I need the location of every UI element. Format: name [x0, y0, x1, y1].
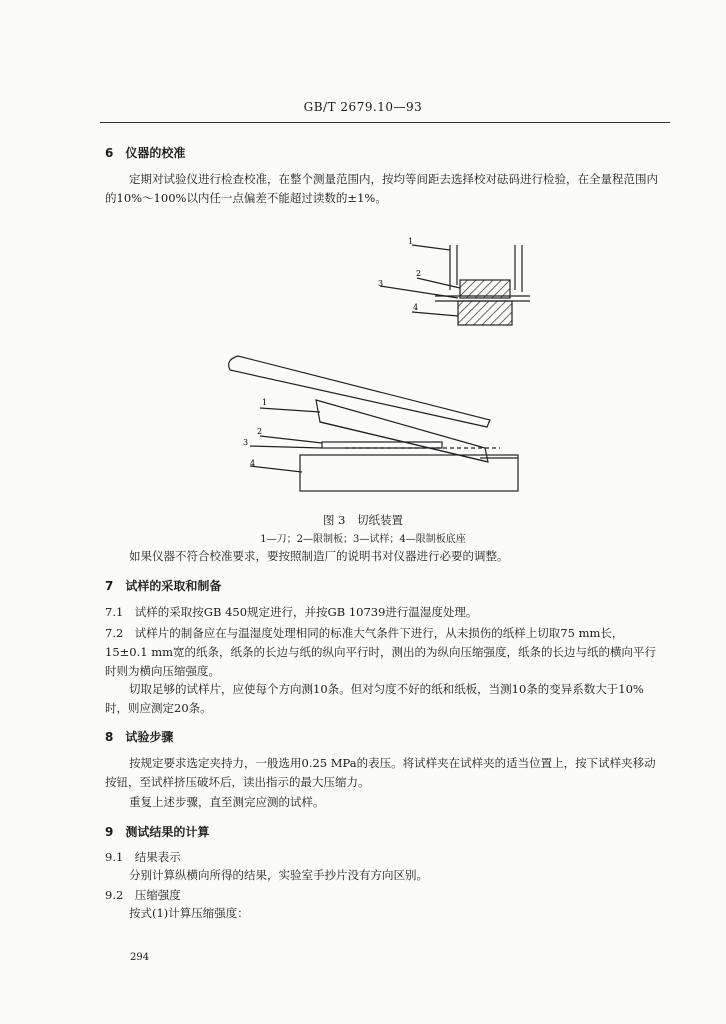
section-9-2-paragraph: 按式(1)计算压缩强度：	[129, 906, 249, 920]
top-label-3: 3	[378, 279, 384, 288]
figure-legend: 1—刀；2—限制板；3—试样；4—限制板底座	[260, 534, 466, 545]
top-label-4: 4	[413, 303, 419, 312]
page-number: 294	[130, 952, 150, 963]
section-8-title: 8 试验步骤	[105, 730, 174, 744]
section-7-1: 7.1 试样的采取按GB 450规定进行，并按GB 10739进行温湿度处理。	[105, 605, 478, 619]
top-label-1: 1	[408, 237, 414, 246]
section-9-1-title: 9.1 结果表示	[105, 850, 181, 864]
section-9-title: 9 测试结果的计算	[105, 825, 210, 839]
bottom-label-4: 4	[250, 459, 256, 468]
page-header: GB/T 2679.10—93	[303, 100, 423, 114]
top-label-2: 2	[416, 269, 422, 278]
section-8-paragraph-1: 按规定要求选定夹持力，一般选用0.25 MPa的表压。将试样夹在试样夹的适当位置上，按下试样夹移动按钮，至试样挤压破坏后，读出指示的最大压缩力。	[105, 756, 656, 789]
figure-cutting-device	[220, 230, 550, 520]
figure-title: 图 3 切纸装置	[323, 513, 403, 527]
header-rule	[100, 122, 670, 123]
section-7-paragraph-3: 切取足够的试样片，应使每个方向测10条。但对匀度不好的纸和纸板，当测10条的变异系数大于10%时，则应测定20条。	[105, 682, 644, 715]
top-detail	[380, 245, 530, 325]
section-8-paragraph-2: 重复上述步骤，直至测完应测的试样。	[129, 795, 325, 809]
bottom-knife-assembly	[229, 356, 518, 491]
section-6-paragraph-2: 如果仪器不符合校准要求，要按照制造厂的说明书对仪器进行必要的调整。	[129, 549, 509, 563]
bottom-label-1: 1	[262, 398, 268, 407]
section-9-1-paragraph: 分别计算纵横向所得的结果，实验室手抄片没有方向区别。	[129, 868, 428, 882]
bottom-label-3: 3	[243, 438, 249, 447]
section-6-title: 6 仪器的校准	[105, 146, 186, 160]
section-9-2-title: 9.2 压缩强度	[105, 888, 181, 902]
section-6-paragraph-1: 定期对试验仪进行检查校准，在整个测量范围内，按均等间距去选择校对砝码进行检验，在全量程范围内的10%～100%以内任一点偏差不能超过读数的±1%。	[105, 172, 658, 205]
section-7-2: 7.2 试样片的制备应在与温湿度处理相同的标准大气条件下进行，从未损伤的纸样上切取75 mm长，15±0.1 mm宽的纸条，纸条的长边与纸的纵向平行时，测出的为纵向压缩强度，纸条的长边与纸的横向平行时则为横向压缩强度。	[105, 626, 657, 678]
section-7-title: 7 试样的采取和制备	[105, 579, 222, 593]
bottom-label-2: 2	[257, 427, 263, 436]
